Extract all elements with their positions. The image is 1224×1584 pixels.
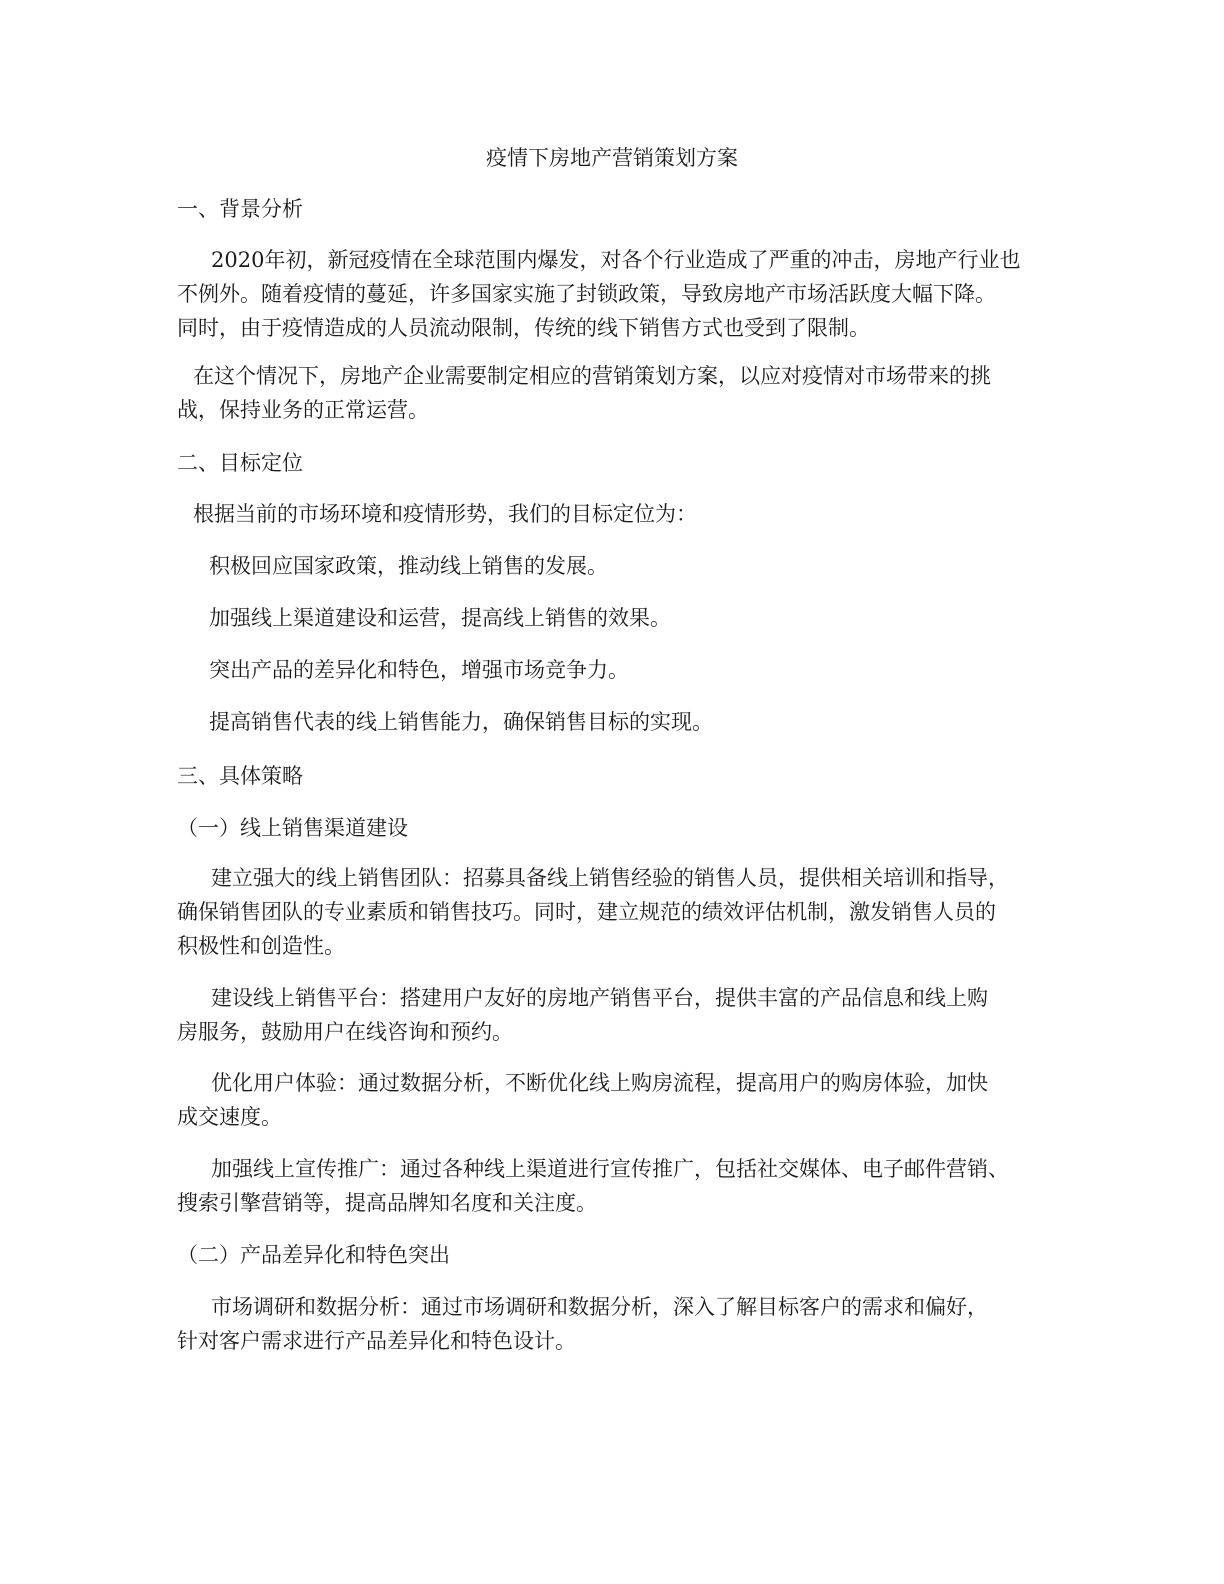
target-item-3: 突出产品的差异化和特色，增强市场竞争力。 <box>209 658 629 682</box>
paragraph-line: 确保销售团队的专业素质和销售技巧。同时，建立规范的绩效评估机制，激发销售人员的 <box>177 900 996 924</box>
paragraph-line: 在这个情况下，房地产企业需要制定相应的营销策划方案，以应对疫情对市场带来的挑 <box>193 364 991 388</box>
subsection-heading-online-channels: （一）线上销售渠道建设 <box>177 816 408 840</box>
paragraph-online-promotion <box>177 1152 1009 1220</box>
paragraph-line: 成交速度。 <box>177 1105 282 1129</box>
paragraph-line: 优化用户体验：通过数据分析，不断优化线上购房流程，提高用户的购房体验，加快 <box>211 1071 988 1095</box>
paragraph-market-research <box>177 1290 988 1358</box>
target-item-1: 积极回应国家政策，推动线上销售的发展。 <box>209 554 608 578</box>
document-title: 疫情下房地产营销策划方案 <box>486 146 738 170</box>
paragraph-user-experience <box>177 1066 988 1134</box>
paragraph-background-2 <box>177 359 991 427</box>
paragraph-line: 战，保持业务的正常运营。 <box>177 398 429 422</box>
subsection-heading-product-differentiation: （二）产品差异化和特色突出 <box>177 1243 450 1267</box>
paragraph-line: 积极性和创造性。 <box>177 934 345 958</box>
paragraph-line: 同时，由于疫情造成的人员流动限制，传统的线下销售方式也受到了限制。 <box>177 316 870 340</box>
section-heading-background: 一、背景分析 <box>177 197 303 221</box>
section-heading-strategy: 三、具体策略 <box>177 764 303 788</box>
paragraph-line: 市场调研和数据分析：通过市场调研和数据分析，深入了解目标客户的需求和偏好， <box>211 1295 988 1319</box>
paragraph-line: 2020年初，新冠疫情在全球范围内爆发，对各个行业造成了严重的冲击，房地产行业也 <box>211 248 1021 272</box>
paragraph-line: 搜索引擎营销等，提高品牌知名度和关注度。 <box>177 1191 597 1215</box>
paragraph-sales-platform <box>177 981 988 1049</box>
paragraph-line: 不例外。随着疫情的蔓延，许多国家实施了封锁政策，导致房地产市场活跃度大幅下降。 <box>177 282 996 306</box>
target-item-2: 加强线上渠道建设和运营，提高线上销售的效果。 <box>209 606 671 630</box>
section-heading-target: 二、目标定位 <box>177 451 303 475</box>
paragraph-background-1 <box>177 243 1020 345</box>
paragraph-line: 针对客户需求进行产品差异化和特色设计。 <box>177 1329 576 1353</box>
paragraph-line: 建立强大的线上销售团队：招募具备线上销售经验的销售人员，提供相关培训和指导， <box>211 866 1009 890</box>
target-item-4: 提高销售代表的线上销售能力，确保销售目标的实现。 <box>209 710 713 734</box>
paragraph-line: 加强线上宣传推广：通过各种线上渠道进行宣传推广，包括社交媒体、电子邮件营销、 <box>211 1157 1009 1181</box>
paragraph-line: 建设线上销售平台：搭建用户友好的房地产销售平台，提供丰富的产品信息和线上购 <box>211 986 988 1010</box>
target-intro: 根据当前的市场环境和疫情形势，我们的目标定位为： <box>193 502 697 526</box>
paragraph-sales-team <box>177 861 1009 963</box>
paragraph-line: 房服务，鼓励用户在线咨询和预约。 <box>177 1020 513 1044</box>
